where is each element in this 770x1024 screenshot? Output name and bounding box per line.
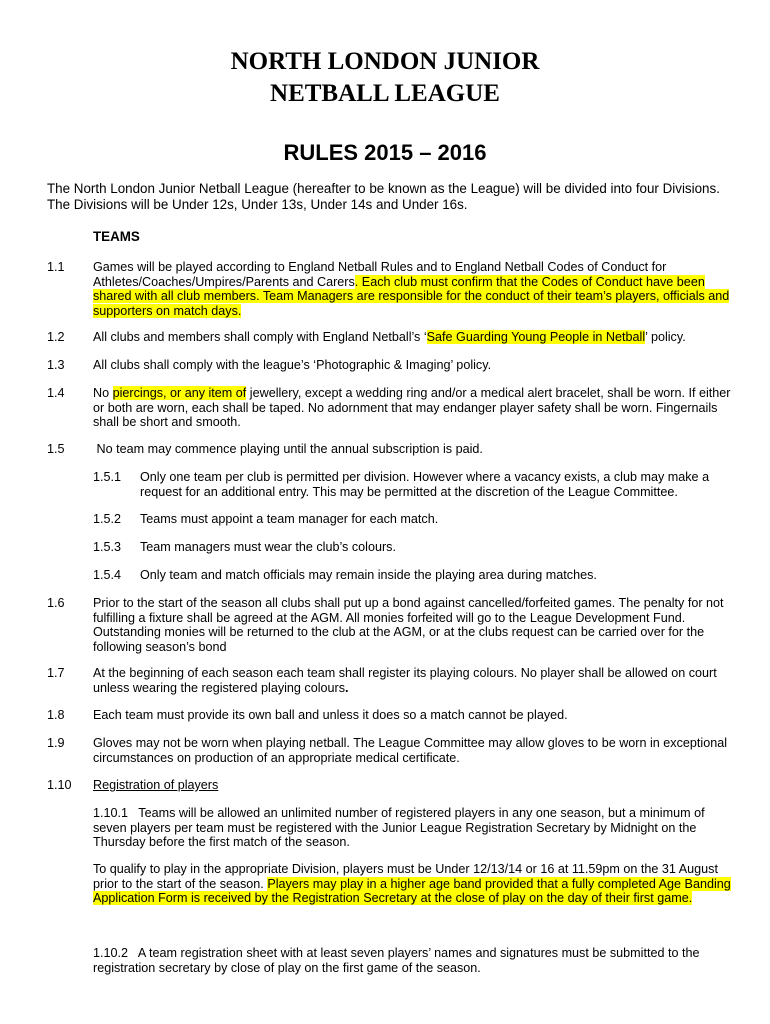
title-line-2: NETBALL LEAGUE [270, 80, 500, 107]
rule-1-5: No team may commence playing until the annual subscription is paid. [93, 442, 483, 456]
rule-1-10-heading: Registration of players [93, 778, 219, 792]
rule-number: 1.3 [47, 358, 65, 372]
rule-number: 1.5.3 [93, 540, 122, 554]
rule-number: 1.1 [47, 260, 65, 274]
highlighted-text: Players may play in a higher age band provided that a fully completed Age Banding Application Form is received by the Registration Secretary at the close of play on the day of their first game. [93, 876, 731, 906]
rule-1-10-1-qualify [93, 862, 733, 906]
highlighted-text: Safe Guarding Young People in Netball [426, 330, 646, 344]
rule-number: 1.5.2 [93, 512, 122, 526]
title-line-1: NORTH LONDON JUNIOR [230, 48, 540, 75]
rule-text: No [93, 386, 113, 400]
rule-1-2 [93, 330, 733, 345]
section-heading-teams: TEAMS [93, 229, 140, 244]
highlighted-text: piercings, or any item of [112, 386, 247, 400]
rule-number: 1.7 [47, 666, 65, 680]
rule-number: 1.2 [47, 330, 65, 344]
rule-text: All clubs and members shall comply with England Netball’s ‘ [93, 330, 427, 344]
rule-number: 1.5.1 [93, 470, 122, 484]
highlighted-text: . Each club must confirm that the Codes of Conduct have been shared with all club members. Team Managers are responsible for the conduct of their team’s players, officials and supporters on match days. [93, 274, 730, 318]
rule-text: At the beginning of each season each team shall register its playing colours. No player shall be allowed on court unless wearing the registered playing colours [93, 666, 717, 695]
rule-1-4 [93, 386, 733, 430]
intro-paragraph: The North London Junior Netball League (hereafter to be known as the League) will be divided into four Divisions. The Divisions will be Under 12s, Under 13s, Under 14s and Under 16s. [47, 181, 720, 212]
rule-1-10-1: 1.10.1 Teams will be allowed an unlimited number of registered players in any one season, but a minimum of seven players per team must be registered with the Junior League Registration Secretary by Midnight on the Thursday before the first match of the season. [93, 806, 709, 850]
rule-number: 1.10 [47, 778, 72, 792]
rule-1-8: Each team must provide its own ball and unless it does so a match cannot be played. [93, 708, 568, 722]
rule-1-5-3: Team managers must wear the club’s colours. [140, 540, 396, 554]
rule-1-6: Prior to the start of the season all clubs shall put up a bond against cancelled/forfeited games. The penalty for not fulfilling a fixture shall be agreed at the AGM. All monies forfeited will go to the League Development Fund. Outstanding monies will be returned to the club at the AGM, or at the clubs request can be carried over for the following season’s bond [93, 596, 724, 654]
rule-text-end: . [345, 680, 349, 695]
rule-1-3: All clubs shall comply with the league’s ‘Photographic & Imaging’ policy. [93, 358, 492, 372]
rule-number: 1.5 [47, 442, 65, 456]
rule-text-end: ’ policy. [645, 330, 686, 344]
rule-number: 1.5.4 [93, 568, 122, 582]
rule-text: To qualify to play in the appropriate Division, players must be Under 12/13/14 or 16 at 11.59pm on the 31 August prior to the start of the season. [93, 862, 718, 891]
rule-1-9: Gloves may not be worn when playing netball. The League Committee may allow gloves to be worn in exceptional circumstances on production of an appropriate medical certificate. [93, 736, 728, 765]
rule-1-10-2: 1.10.2 A team registration sheet with at least seven players’ names and signatures must be submitted to the registration secretary by close of play on the first game of the season. [93, 946, 703, 975]
rule-number: 1.8 [47, 708, 65, 722]
rule-text-end: jewellery, except a wedding ring and/or a medical alert bracelet, shall be worn. If either or both are worn, each shall be taped. No adornment that may endanger player safety shall be worn. Fingernails shall be short and smooth. [93, 386, 731, 430]
rule-1-5-1: Only one team per club is permitted per division. However where a vacancy exists, a club may make a request for an additional entry. This may be permitted at the discretion of the League Committee. [140, 470, 710, 499]
rule-number: 1.4 [47, 386, 65, 400]
rule-number: 1.6 [47, 596, 65, 610]
rule-1-1 [93, 260, 733, 318]
rule-number: 1.9 [47, 736, 65, 750]
rule-1-5-2: Teams must appoint a team manager for each match. [140, 512, 439, 526]
rule-1-5-4: Only team and match officials may remain inside the playing area during matches. [140, 568, 597, 582]
rule-1-7 [93, 666, 733, 695]
rule-text: Games will be played according to England Netball Rules and to England Netball Codes of Conduct for Athletes/Coaches/Umpires/Parents and Carers [93, 260, 667, 289]
rules-title: RULES 2015 – 2016 [283, 140, 487, 165]
